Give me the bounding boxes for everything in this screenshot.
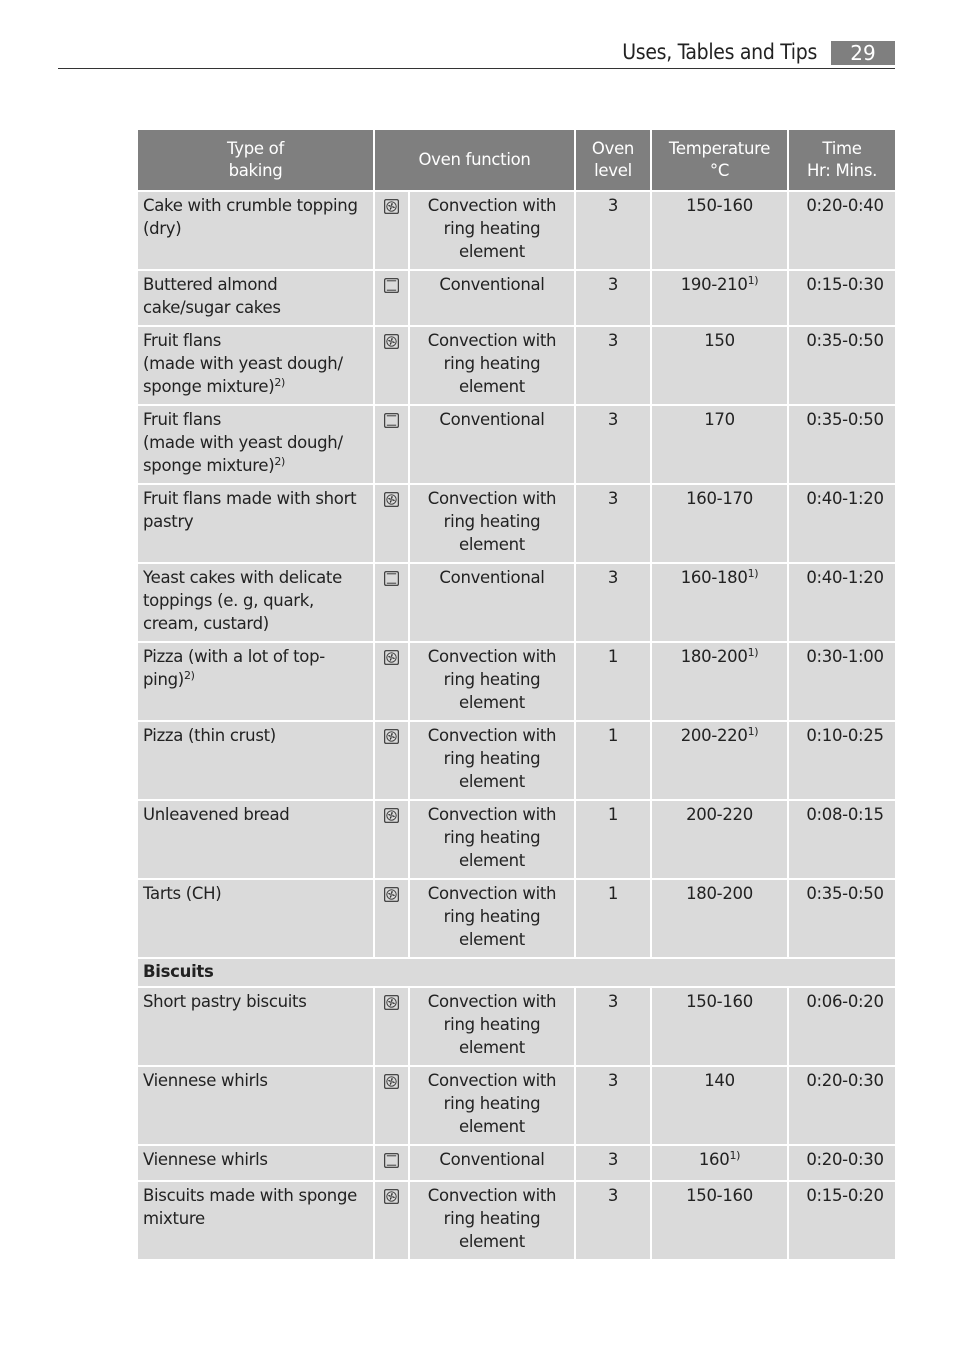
cell-time: 0:15-0:20 (788, 1181, 896, 1260)
section-title: Biscuits (137, 958, 896, 987)
cell-type-of-baking: Fruit flans made with short pastry (137, 484, 374, 563)
cell-oven-function: Conventional (409, 1145, 575, 1181)
cell-temperature: 150-160 (651, 1181, 788, 1260)
cell-oven-function: Convection with ring heating element (409, 800, 575, 879)
cell-type-of-baking: Yeast cakes with delicate toppings (e. g, quark, cream, custard) (137, 563, 374, 642)
convection-fan-icon (384, 650, 399, 669)
cell-function-icon (374, 1145, 409, 1181)
conventional-heat-icon (384, 278, 399, 297)
cell-function-icon (374, 879, 409, 958)
table-row (137, 1145, 896, 1181)
table-row (137, 326, 896, 405)
column-header-time: Time Hr: Mins. (788, 129, 896, 191)
cell-temperature: 190-210$^{1)}$ (651, 270, 788, 326)
cell-temperature: 160-180$^{1)}$ (651, 563, 788, 642)
baking-table (136, 128, 897, 1261)
cell-oven-function: Convection with ring heating element (409, 721, 575, 800)
cell-temperature: 150 (651, 326, 788, 405)
footnote-marker: 1) (729, 1149, 741, 1162)
cell-type-of-baking: Pizza (thin crust) (137, 721, 374, 800)
cell-oven-function: Convection with ring heating element (409, 642, 575, 721)
cell-time: 0:20-0:30 (788, 1066, 896, 1145)
cell-temperature: 200-220$^{1)}$ (651, 721, 788, 800)
conventional-heat-icon (384, 1153, 399, 1172)
table-row (137, 563, 896, 642)
cell-oven-level: 3 (575, 987, 651, 1066)
convection-fan-icon (384, 808, 399, 827)
cell-temperature: 170 (651, 405, 788, 484)
cell-oven-function: Convection with ring heating element (409, 1181, 575, 1260)
footnote-marker: 1) (747, 567, 759, 580)
page-number: 29 (831, 41, 895, 65)
cell-type-of-baking: Short pastry biscuits (137, 987, 374, 1066)
cell-time: 0:20-0:30 (788, 1145, 896, 1181)
cell-type-of-baking: Cake with crumble topping (dry) (137, 191, 374, 270)
table-header-row (137, 129, 896, 191)
cell-type-of-baking: Buttered almond cake/sugar cakes (137, 270, 374, 326)
page-header (58, 38, 895, 69)
cell-function-icon (374, 642, 409, 721)
footnote-marker: 1) (747, 725, 759, 738)
cell-function-icon (374, 191, 409, 270)
cell-type-of-baking: Viennese whirls (137, 1145, 374, 1181)
cell-oven-function: Conventional (409, 405, 575, 484)
cell-temperature: 180-200 (651, 879, 788, 958)
cell-function-icon (374, 1066, 409, 1145)
cell-type-of-baking: Biscuits made with sponge mixture (137, 1181, 374, 1260)
cell-function-icon (374, 484, 409, 563)
cell-oven-function: Conventional (409, 270, 575, 326)
cell-time: 0:40-1:20 (788, 563, 896, 642)
cell-time: 0:40-1:20 (788, 484, 896, 563)
convection-fan-icon (384, 492, 399, 511)
cell-temperature: 150-160 (651, 987, 788, 1066)
cell-oven-level: 1 (575, 879, 651, 958)
table-row (137, 879, 896, 958)
cell-oven-function: Convection with ring heating element (409, 987, 575, 1066)
footnote-marker: 1) (747, 646, 759, 659)
table-row (137, 270, 896, 326)
cell-type-of-baking: Fruit flans (made with yeast dough/ sponge mixture)$^{2)}$ (137, 405, 374, 484)
table-body (137, 191, 896, 1260)
convection-fan-icon (384, 887, 399, 906)
cell-function-icon (374, 987, 409, 1066)
cell-function-icon (374, 270, 409, 326)
footnote-marker: 1) (747, 274, 759, 287)
cell-function-icon (374, 405, 409, 484)
cell-time: 0:30-1:00 (788, 642, 896, 721)
footnote-marker: 2) (274, 455, 286, 468)
cell-oven-level: 3 (575, 326, 651, 405)
cell-temperature: 200-220 (651, 800, 788, 879)
table-row (137, 800, 896, 879)
cell-oven-level: 1 (575, 800, 651, 879)
conventional-heat-icon (384, 571, 399, 590)
cell-oven-level: 1 (575, 642, 651, 721)
convection-fan-icon (384, 1074, 399, 1093)
table-row (137, 721, 896, 800)
cell-oven-level: 3 (575, 1066, 651, 1145)
cell-time: 0:20-0:40 (788, 191, 896, 270)
table-row (137, 987, 896, 1066)
table-row (137, 484, 896, 563)
cell-oven-level: 3 (575, 405, 651, 484)
column-header-temperature: Temperature °C (651, 129, 788, 191)
cell-oven-level: 3 (575, 191, 651, 270)
cell-function-icon (374, 326, 409, 405)
cell-time: 0:10-0:25 (788, 721, 896, 800)
convection-fan-icon (384, 729, 399, 748)
cell-type-of-baking: Viennese whirls (137, 1066, 374, 1145)
conventional-heat-icon (384, 413, 399, 432)
cell-oven-function: Convection with ring heating element (409, 879, 575, 958)
column-header-type: Type of baking (137, 129, 374, 191)
cell-oven-function: Convection with ring heating element (409, 326, 575, 405)
cell-oven-level: 3 (575, 1145, 651, 1181)
convection-fan-icon (384, 995, 399, 1014)
convection-fan-icon (384, 1189, 399, 1208)
cell-oven-level: 3 (575, 270, 651, 326)
cell-function-icon (374, 721, 409, 800)
column-header-function: Oven function (374, 129, 575, 191)
column-header-level: Oven level (575, 129, 651, 191)
cell-function-icon (374, 800, 409, 879)
footnote-marker: 2) (274, 376, 286, 389)
cell-function-icon (374, 1181, 409, 1260)
cell-oven-level: 3 (575, 1181, 651, 1260)
cell-temperature: 160$^{1)}$ (651, 1145, 788, 1181)
header-title: Uses, Tables and Tips (622, 40, 817, 64)
cell-time: 0:35-0:50 (788, 879, 896, 958)
cell-oven-level: 3 (575, 484, 651, 563)
cell-oven-level: 3 (575, 563, 651, 642)
table-row (137, 191, 896, 270)
cell-type-of-baking: Fruit flans (made with yeast dough/ sponge mixture)$^{2)}$ (137, 326, 374, 405)
cell-time: 0:15-0:30 (788, 270, 896, 326)
cell-oven-function: Convection with ring heating element (409, 484, 575, 563)
cell-time: 0:06-0:20 (788, 987, 896, 1066)
cell-oven-function: Convection with ring heating element (409, 1066, 575, 1145)
cell-time: 0:35-0:50 (788, 326, 896, 405)
table-row (137, 1066, 896, 1145)
table-row (137, 1181, 896, 1260)
cell-type-of-baking: Tarts (CH) (137, 879, 374, 958)
cell-oven-level: 1 (575, 721, 651, 800)
cell-temperature: 150-160 (651, 191, 788, 270)
footnote-marker: 2) (183, 669, 195, 682)
cell-oven-function: Conventional (409, 563, 575, 642)
cell-type-of-baking: Pizza (with a lot of top- ping)$^{2)}$ (137, 642, 374, 721)
cell-function-icon (374, 563, 409, 642)
cell-temperature: 180-200$^{1)}$ (651, 642, 788, 721)
section-row (137, 958, 896, 987)
cell-time: 0:08-0:15 (788, 800, 896, 879)
cell-temperature: 140 (651, 1066, 788, 1145)
table-row (137, 405, 896, 484)
cell-time: 0:35-0:50 (788, 405, 896, 484)
cell-temperature: 160-170 (651, 484, 788, 563)
convection-fan-icon (384, 199, 399, 218)
convection-fan-icon (384, 334, 399, 353)
table-row (137, 642, 896, 721)
cell-type-of-baking: Unleavened bread (137, 800, 374, 879)
cell-oven-function: Convection with ring heating element (409, 191, 575, 270)
